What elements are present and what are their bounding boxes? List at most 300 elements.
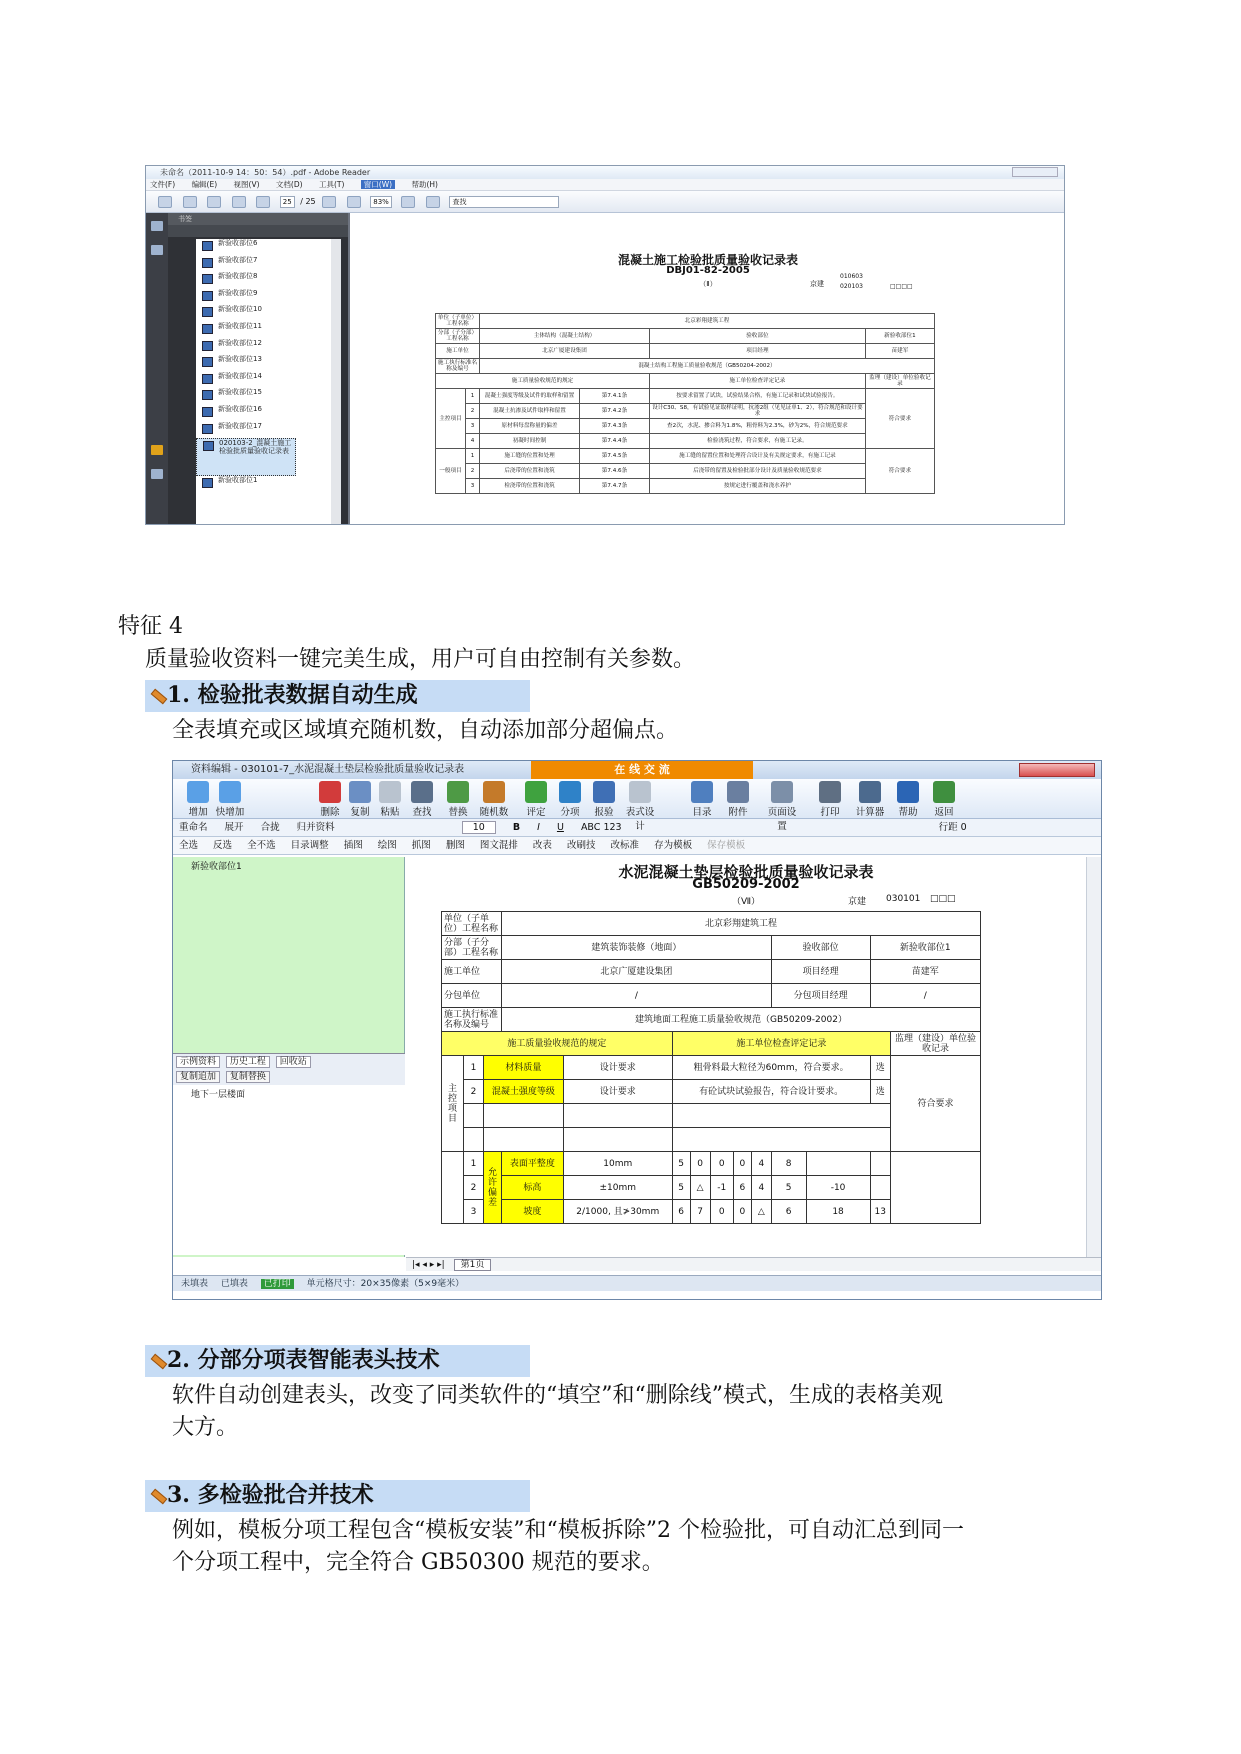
cell: 第7.4.5条 <box>580 449 650 464</box>
cell: 单位（子单位）工程名称 <box>436 314 480 329</box>
cell: 苗建军 <box>865 344 934 359</box>
status-filled: 已填表 <box>220 1279 248 1289</box>
cell: 混凝土强度等级 <box>484 1080 564 1104</box>
select-none-button[interactable]: 全不选 <box>247 840 276 851</box>
signature-icon[interactable] <box>151 469 163 479</box>
bookmark-item[interactable]: 新验收部位10 <box>196 305 331 322</box>
status-bar <box>173 1275 1102 1291</box>
section-2-title: 2. 分部分项表智能表头技术 <box>167 1347 440 1373</box>
toolbar-icon <box>379 781 401 803</box>
print-icon[interactable] <box>158 196 172 208</box>
cell: 第7.4.6条 <box>580 464 650 479</box>
title-bar <box>173 761 1101 779</box>
cell: 按要求留置了试块，试验结果合格，有施工记录和试块试验报告。 <box>650 389 866 404</box>
menu-window[interactable]: 窗口(W) <box>361 180 395 189</box>
cell: 分包项目经理 <box>771 984 870 1008</box>
menu-bar <box>146 179 1064 191</box>
cell: 混凝土抗渗及试件取样和留置 <box>480 404 580 419</box>
toolbar-button[interactable] <box>927 781 961 818</box>
insert-image-button[interactable]: 插图 <box>343 840 363 851</box>
m[interactable]: -1 <box>710 1176 733 1200</box>
bookmark-item[interactable]: 新验收部位17 <box>196 422 331 439</box>
bookmark-item[interactable]: 新验收部位7 <box>196 256 331 273</box>
status-cell-size: 单元格尺寸：20×35像素（5×9毫米） <box>306 1279 465 1289</box>
main-label: 主控项目 <box>442 1056 464 1152</box>
toolbar-button[interactable] <box>373 781 407 818</box>
cell: 设计要求 <box>563 1080 672 1104</box>
copy-buttons <box>173 1069 405 1085</box>
copy-append-button[interactable]: 复制追加 <box>176 1071 220 1083</box>
m[interactable]: 4 <box>751 1152 771 1176</box>
inspection-table <box>441 911 981 1224</box>
vertical-scrollbar[interactable] <box>1086 857 1102 1257</box>
m[interactable]: 6 <box>771 1200 806 1224</box>
cell: ±10mm <box>563 1176 672 1200</box>
m[interactable]: 18 <box>806 1200 870 1224</box>
cell: 检验浇筑过程，符合要求，有施工记录。 <box>650 434 866 449</box>
toolbar-label: 页面设置 <box>767 807 797 832</box>
m[interactable]: 5 <box>672 1152 690 1176</box>
cell: 项目经理 <box>650 344 866 359</box>
conform-cell: 符合要求 <box>865 449 934 494</box>
cell: 2 <box>466 404 480 419</box>
search-input[interactable]: 查找 <box>449 196 559 208</box>
font-size-select[interactable]: 10 <box>462 821 496 834</box>
next-page-icon[interactable] <box>256 196 270 208</box>
bookmark-item[interactable]: 新验收部位14 <box>196 372 331 389</box>
save-template-disabled: 保存模板 <box>707 840 746 851</box>
section-2-body-line-1: 软件自动创建表头，改变了同类软件的“填空”和“删除线”模式，生成的表格美观 <box>172 1383 943 1408</box>
save-template-button[interactable]: 存为模板 <box>654 840 693 851</box>
toolbar-icon <box>483 781 505 803</box>
share-icon[interactable] <box>183 196 197 208</box>
toolbar-icon <box>559 781 581 803</box>
cell: 施工执行标准名称及编号 <box>442 1008 502 1032</box>
m[interactable]: -10 <box>806 1176 870 1200</box>
cell: 2/1000, 且≯30mm <box>563 1200 672 1224</box>
tree-node[interactable]: 新验收部位1 <box>191 862 242 872</box>
cell: 单位（子单位）工程名称 <box>442 912 502 936</box>
draw-button[interactable]: 绘图 <box>377 840 397 851</box>
doc-title: 混凝土施工检验批质量验收记录表 <box>617 253 798 267</box>
toolbar-icon <box>349 781 371 803</box>
toolbar-button[interactable] <box>477 781 511 818</box>
m[interactable] <box>806 1152 870 1176</box>
doc-box: □□□□ <box>890 283 913 290</box>
section-1-header <box>145 680 530 712</box>
menu-document[interactable]: 文档(D) <box>275 180 303 189</box>
cell: 混凝土结构工程施工质量验收规范（GB50204-2002） <box>480 359 935 374</box>
cell: / <box>870 984 980 1008</box>
capture-button[interactable]: 抓图 <box>411 840 431 851</box>
toolbar-label: 返回 <box>934 807 954 818</box>
section-1-title: 1. 检验批表数据自动生成 <box>167 682 418 708</box>
merge-button[interactable]: 归并资料 <box>296 822 335 833</box>
cell <box>464 1128 484 1152</box>
title-bar <box>146 166 1064 179</box>
cell: 施工单位 <box>436 344 480 359</box>
document-area <box>406 857 1086 1257</box>
doc-num1: 010603 <box>840 273 863 280</box>
m[interactable]: 0 <box>690 1152 710 1176</box>
bookmark-scrollbar[interactable] <box>331 239 341 525</box>
line-spacing[interactable]: 行距 0 <box>938 822 967 833</box>
tab-recycle[interactable]: 回收站 <box>276 1056 311 1068</box>
toolbar-label: 打印 <box>820 807 840 818</box>
toolbar-icon <box>859 781 881 803</box>
cell <box>464 1104 484 1128</box>
toolbar-button[interactable] <box>213 781 247 818</box>
toolbar-label: 替换 <box>448 807 468 818</box>
window-controls[interactable] <box>1019 763 1095 777</box>
cell <box>563 1128 672 1152</box>
cell: 原材料每盘称量的偏差 <box>480 419 580 434</box>
bookmark-list <box>196 239 331 525</box>
toolbar-label: 随机数 <box>479 807 509 818</box>
conform-cell: 符合要求 <box>891 1056 981 1152</box>
copy-replace-button[interactable]: 复制替换 <box>226 1071 270 1083</box>
page-total: / 25 <box>300 197 316 206</box>
toolbar-icon <box>219 781 241 803</box>
cell: 分部（子分部）工程名称 <box>442 936 502 960</box>
cell <box>891 1152 981 1224</box>
cell: 4 <box>466 434 480 449</box>
cell: 分部（子分部）工程名称 <box>436 329 480 344</box>
cell: 1 <box>466 389 480 404</box>
toolbar-button[interactable] <box>721 781 755 818</box>
bookmark-item[interactable]: 新验收部位13 <box>196 355 331 372</box>
cell: 主体结构（混凝土结构） <box>480 329 650 344</box>
cell: 项目经理 <box>771 960 870 984</box>
toolbar-icon <box>819 781 841 803</box>
toolbar-button[interactable] <box>441 781 475 818</box>
cell: 2 <box>464 1080 484 1104</box>
edit-toolbar <box>173 837 1101 855</box>
cell: 北京彩翔建筑工程 <box>502 912 981 936</box>
toolbar-button[interactable] <box>891 781 925 818</box>
mixed-layout-button[interactable]: 图文混排 <box>479 840 518 851</box>
cell: 建筑装饰装修（地面） <box>502 936 772 960</box>
catalog-adjust-button[interactable]: 目录调整 <box>290 840 329 851</box>
zoom-input[interactable]: 83% <box>370 196 392 208</box>
toolbar-label: 分项 <box>560 807 580 818</box>
toolbar-label: 帮助 <box>898 807 918 818</box>
rename-button[interactable]: 重命名 <box>179 822 208 833</box>
toolbar-icon <box>447 781 469 803</box>
toolbar-label: 评定 <box>526 807 546 818</box>
doc-sub: （Ⅱ） <box>699 280 717 288</box>
cell: / <box>502 984 772 1008</box>
bookmark-item[interactable]: 新验收部位12 <box>196 339 331 356</box>
cell: 第7.4.1条 <box>580 389 650 404</box>
cell: 北京广厦建设集团 <box>480 344 650 359</box>
menu-view[interactable]: 视图(V) <box>233 180 260 189</box>
col-head: 施工单位检查评定记录 <box>672 1032 890 1056</box>
fit-page-icon[interactable] <box>401 196 415 208</box>
screenshot-adobe-reader <box>145 165 1065 525</box>
document-view <box>348 213 1065 525</box>
toolbar-icon <box>897 781 919 803</box>
window-title: 资料编辑 - 030101-7_水泥混凝土垫层检验批质量验收记录表 <box>191 764 465 775</box>
delete-image-button[interactable]: 删图 <box>445 840 465 851</box>
toolbar-icon <box>525 781 547 803</box>
status-printed: 已打印 <box>261 1279 294 1289</box>
main-label: 主控项目 <box>436 389 466 449</box>
menu-edit[interactable]: 编辑(E) <box>191 180 218 189</box>
col-head: 施工质量验收规范的规定 <box>442 1032 673 1056</box>
m[interactable]: 4 <box>751 1176 771 1200</box>
cell: 坡度 <box>502 1200 564 1224</box>
cell: 混凝土强度等级及试件的取样和留置 <box>480 389 580 404</box>
toolbar-label: 表式设计 <box>625 807 655 832</box>
toolbar-label: 附件 <box>728 807 748 818</box>
bold-button[interactable]: B <box>512 822 521 833</box>
toolbar-icon <box>771 781 793 803</box>
toolbar-label: 查找 <box>412 807 432 818</box>
pages-icon[interactable] <box>151 221 163 231</box>
pencil-icon <box>149 1487 165 1503</box>
cell: 标高 <box>502 1176 564 1200</box>
toolbar-icon <box>933 781 955 803</box>
cell: 1 <box>464 1056 484 1080</box>
toolbar-button[interactable] <box>405 781 439 818</box>
m[interactable]: 13 <box>870 1200 890 1224</box>
select-all-button[interactable]: 全选 <box>179 840 199 851</box>
select-cell[interactable]: 选 <box>870 1056 890 1080</box>
sheet-nav-icon[interactable]: |◂ ◂ ▸ ▸| <box>412 1260 445 1270</box>
m[interactable]: 8 <box>771 1152 806 1176</box>
cell: 粗骨料最大粒径为60mm，符合要求。 <box>672 1056 870 1080</box>
cell <box>672 1128 890 1152</box>
bookmarks-tools[interactable] <box>168 225 348 237</box>
cell: 新验收部位1 <box>865 329 934 344</box>
toolbar-label: 复制 <box>350 807 370 818</box>
m[interactable]: 6 <box>672 1200 690 1224</box>
section-1-body: 全表填充或区域填充随机数，自动添加部分超偏点。 <box>172 718 679 743</box>
bookmark-item[interactable]: 新验收部位11 <box>196 322 331 339</box>
cell: 3 <box>466 479 480 494</box>
section-2-body-line-2: 大方。 <box>172 1415 239 1440</box>
bookmark-item[interactable]: 新验收部位1 <box>196 476 331 493</box>
cell: 第7.4.7条 <box>580 479 650 494</box>
col-head: 施工单位检查评定记录 <box>650 374 866 389</box>
cell: 设计要求 <box>563 1056 672 1080</box>
cell: 有砼试块试验报告，符合设计要求。 <box>672 1080 870 1104</box>
toolbar-icon <box>593 781 615 803</box>
case-button[interactable]: ABC 123 <box>580 822 622 833</box>
toolbar-button[interactable] <box>313 781 347 818</box>
cell <box>672 1104 890 1128</box>
format-brush-button[interactable]: 改刷技 <box>566 840 596 851</box>
m[interactable] <box>870 1176 890 1200</box>
cell: 北京彩翔建筑工程 <box>480 314 935 329</box>
bookmark-item[interactable]: 新验收部位16 <box>196 405 331 422</box>
cell <box>484 1128 564 1152</box>
window-title: 未命名（2011-10-9 14：50：54）.pdf - Adobe Reader <box>160 168 371 177</box>
cell: 1 <box>466 449 480 464</box>
cell: 第7.4.2条 <box>580 404 650 419</box>
pencil-icon <box>149 1352 165 1368</box>
cell: 建筑地面工程施工质量验收规范（GB50209-2002） <box>502 1008 981 1032</box>
bookmark-item[interactable]: 新验收部位15 <box>196 388 331 405</box>
cell: 苗建军 <box>870 960 980 984</box>
select-cell[interactable]: 选 <box>870 1080 890 1104</box>
toolbar-button[interactable] <box>623 781 657 832</box>
doc-code: DBJ01-82-2005 <box>666 265 750 276</box>
toolbar-button[interactable] <box>343 781 377 818</box>
attachment-icon[interactable] <box>151 445 163 455</box>
example-node[interactable]: 地下一层楼面 <box>191 1090 246 1100</box>
m[interactable]: 5 <box>771 1176 806 1200</box>
section-3-header <box>145 1480 530 1512</box>
status-unfilled: 未填表 <box>181 1279 209 1289</box>
cell: 后浇带的留置及检验批部分设计及质量验收规范要求 <box>650 464 866 479</box>
cell: 2 <box>464 1176 484 1200</box>
menu-file[interactable]: 文件(F) <box>150 180 176 189</box>
tab-history[interactable]: 历史工程 <box>226 1056 270 1068</box>
m[interactable]: △ <box>751 1200 771 1224</box>
doc-num2: 020103 <box>840 283 863 290</box>
cell: 检浇带的位置和浇筑 <box>480 479 580 494</box>
cell: 查2次，水泥、掺合料为1.8%，粗骨料为2.3%，砂为2%，符合规范要求 <box>650 419 866 434</box>
section-2-header <box>145 1345 530 1377</box>
bookmark-item[interactable]: 新验收部位6 <box>196 239 331 256</box>
expand-button[interactable]: 展开 <box>224 822 244 833</box>
cell <box>442 1152 464 1224</box>
toolbar <box>146 191 1064 213</box>
col-head: 监理（建设）单位验收记录 <box>865 374 934 389</box>
zoom-out-icon[interactable] <box>322 196 336 208</box>
cell <box>484 1104 564 1128</box>
toolbar-label: 增加 <box>188 807 208 818</box>
toolbar-button[interactable] <box>853 781 887 818</box>
conform-cell: 符合要求 <box>865 389 934 449</box>
bookmark-item[interactable]: 新验收部位8 <box>196 272 331 289</box>
m[interactable]: 7 <box>690 1200 710 1224</box>
allow-label: 允许偏差 <box>484 1152 502 1224</box>
m[interactable]: △ <box>690 1176 710 1200</box>
cell: 北京广厦建设集团 <box>502 960 772 984</box>
cell: 材料质量 <box>484 1056 564 1080</box>
inspection-table <box>435 313 935 494</box>
toolbar-icon <box>411 781 433 803</box>
toolbar-button[interactable] <box>685 781 719 818</box>
page-number-input[interactable]: 25 <box>280 196 295 208</box>
sheet-tabs <box>406 1257 1102 1271</box>
toolbar-icon <box>691 781 713 803</box>
feature-description: 质量验收资料一键完美生成，用户可自由控制有关参数。 <box>145 647 696 672</box>
fit-width-icon[interactable] <box>426 196 440 208</box>
cell: 施工缝的位置和处理 <box>480 449 580 464</box>
m[interactable]: 6 <box>733 1176 751 1200</box>
cell: 施工执行标准名称及编号 <box>436 359 480 374</box>
prev-page-icon[interactable] <box>232 196 246 208</box>
toolbar-button[interactable] <box>553 781 587 818</box>
toolbar-button[interactable] <box>587 781 621 818</box>
toolbar-label: 粘贴 <box>380 807 400 818</box>
invert-select-button[interactable]: 反选 <box>213 840 233 851</box>
toolbar-button[interactable] <box>181 781 215 818</box>
doc-sub: （Ⅶ） <box>731 897 761 907</box>
cell: 施工单位 <box>442 960 502 984</box>
toolbar-label: 计算器 <box>855 807 885 818</box>
bookmarks-icon[interactable] <box>151 245 163 255</box>
m[interactable]: 0 <box>733 1152 751 1176</box>
m[interactable]: 5 <box>672 1176 690 1200</box>
change-standard-button[interactable]: 改标准 <box>610 840 640 851</box>
toolbar-button[interactable] <box>519 781 553 818</box>
cell: 10mm <box>563 1152 672 1176</box>
section-3-body-line-1: 例如，模板分项工程包含“模板安装”和“模板拆除”2 个检验批，可自动汇总到同一 <box>172 1518 964 1543</box>
navigation-pane-icons <box>146 213 168 525</box>
screenshot-software <box>172 760 1102 1300</box>
toolbar-label: 目录 <box>692 807 712 818</box>
toolbar-icon <box>727 781 749 803</box>
general-label: 一般项目 <box>436 449 466 494</box>
cell: 初凝时间控制 <box>480 434 580 449</box>
section-3-title: 3. 多检验批合并技术 <box>167 1482 374 1508</box>
toolbar-label: 报验 <box>594 807 614 818</box>
m[interactable]: 0 <box>710 1200 733 1224</box>
collapse-button[interactable]: 合拢 <box>260 822 280 833</box>
toolbar-button[interactable] <box>813 781 847 818</box>
back-icon[interactable] <box>207 196 221 208</box>
toolbar-label: 快增加 <box>215 807 245 818</box>
tab-examples[interactable]: 示例资料 <box>176 1056 220 1068</box>
cell: 验收部位 <box>771 936 870 960</box>
toolbar-button[interactable] <box>765 781 799 832</box>
cell <box>563 1104 672 1128</box>
cell: 3 <box>466 419 480 434</box>
cell: 验收部位 <box>650 329 866 344</box>
col-head: 监理（建设）单位验收记录 <box>891 1032 981 1056</box>
cell: 新验收部位1 <box>870 936 980 960</box>
example-list <box>173 1085 405 1255</box>
cell: 表面平整度 <box>502 1152 564 1176</box>
bookmark-item-selected[interactable]: 020103-2_混凝土施工检验批质量验收记录表 <box>196 438 296 476</box>
underline-button[interactable]: U <box>556 822 564 833</box>
toolbar-icon <box>187 781 209 803</box>
cell: 分包单位 <box>442 984 502 1008</box>
cell: 施工缝的留置位置和处理符合设计及有关规定要求，有施工记录 <box>650 449 866 464</box>
cell: 1 <box>464 1152 484 1176</box>
online-chat-button[interactable]: 在 线 交 流 <box>531 761 753 779</box>
cell: 后浇带的位置和浇筑 <box>480 464 580 479</box>
bookmarks-header: 书签 <box>168 213 348 225</box>
cell: 3 <box>464 1200 484 1224</box>
cell: 按规定进行覆盖和浇水养护 <box>650 479 866 494</box>
menu-help[interactable]: 帮助(H) <box>411 180 438 189</box>
m[interactable] <box>870 1152 890 1176</box>
cell: 第7.4.4条 <box>580 434 650 449</box>
doc-jingjian: 京建 <box>848 897 867 907</box>
menu-tools[interactable]: 工具(T) <box>318 180 345 189</box>
bookmark-item[interactable]: 新验收部位9 <box>196 289 331 306</box>
doc-jingjian: 京建 <box>810 280 824 288</box>
window-controls[interactable] <box>1012 167 1058 177</box>
m[interactable]: 0 <box>733 1200 751 1224</box>
sheet-tab[interactable]: 第1页 <box>454 1259 492 1271</box>
toolbar-label: 删除 <box>320 807 340 818</box>
italic-button[interactable]: I <box>537 822 540 833</box>
pencil-icon <box>149 687 165 703</box>
doc-num: 030101 <box>886 894 921 904</box>
edit-table-button[interactable]: 改表 <box>532 840 552 851</box>
toolbar-icon <box>319 781 341 803</box>
m[interactable]: 0 <box>710 1152 733 1176</box>
toolbar-icon <box>629 781 651 803</box>
zoom-in-icon[interactable] <box>347 196 361 208</box>
